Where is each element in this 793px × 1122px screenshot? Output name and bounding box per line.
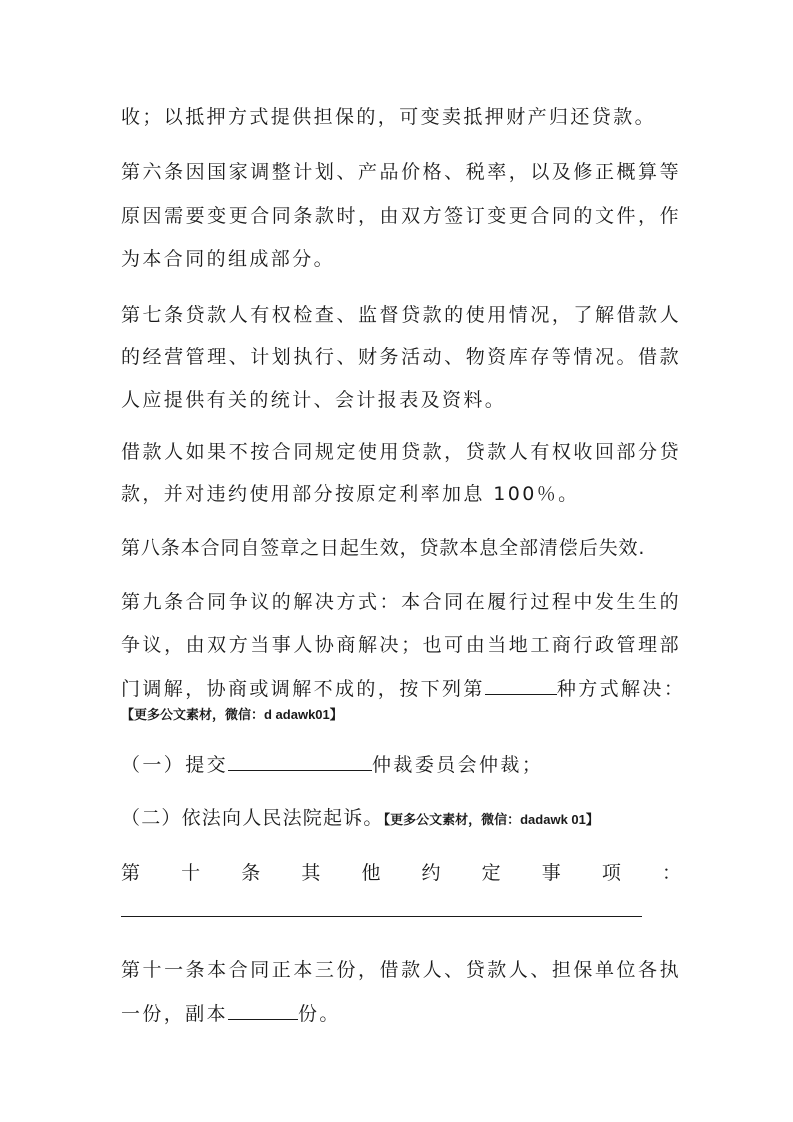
spread-char: 条 (241, 862, 261, 884)
text-line (121, 750, 681, 778)
text-fragment: 一份，副本 (121, 1003, 229, 1025)
spread-char: 约 (421, 862, 441, 884)
text-fragment: （一）提交 (121, 754, 229, 776)
spread-char: 项 (601, 862, 621, 884)
spread-char: ： (661, 862, 681, 884)
text-line: 争议，由双方当事人协商解决；也可由当地工商行政管理部 (121, 634, 681, 656)
spread-char: 定 (481, 862, 501, 884)
text-fragment: 种方式解决： (556, 678, 686, 700)
text-line: 款，并对违约使用部分按原定利率加息 100％。 (121, 483, 580, 505)
text-line (121, 674, 686, 702)
fill-blank (228, 999, 298, 1020)
text-line: 第六条因国家调整计划、产品价格、税率，以及修正概算等 (121, 161, 681, 183)
spread-char: 事 (541, 862, 561, 884)
fill-blank (228, 750, 372, 771)
text-line: 原因需要变更合同条款时，由双方签订变更合同的文件，作 (121, 205, 681, 227)
spread-char: 他 (361, 862, 381, 884)
fill-blank (485, 674, 557, 695)
text-fragment: 门调解，协商或调解不成的，按下列第 (121, 678, 485, 700)
text-line: 收；以抵押方式提供担保的，可变卖抵押财产归还贷款。 (121, 106, 657, 128)
spread-char: 其 (301, 862, 321, 884)
text-line: 人应提供有关的统计、会计报表及资料。 (121, 389, 507, 411)
spread-char: 十 (181, 862, 201, 884)
text-line: 的经营管理、计划执行、财务活动、物资库存等情况。借款 (121, 346, 681, 368)
text-line-spread (121, 860, 681, 886)
text-line: 为本合同的组成部分。 (121, 248, 336, 270)
promo-note: 【更多公文素材，微信：dadawk 01】 (383, 812, 599, 827)
text-line: 第八条本合同自签章之日起生效，贷款本息全部清偿后失效. (121, 537, 646, 559)
text-line: 第七条贷款人有权检查、监督贷款的使用情况，了解借款人 (121, 304, 681, 326)
fill-line (121, 916, 642, 917)
text-fragment: （二）依法向人民法院起诉。 (121, 807, 384, 829)
spread-char: 第 (121, 862, 141, 884)
promo-note: 【更多公文素材，微信：d adawk01】 (121, 707, 343, 722)
text-line: 第十一条本合同正本三份，借款人、贷款人、担保单位各执 (121, 959, 681, 981)
text-line (121, 999, 681, 1027)
text-fragment: 份。 (298, 1003, 341, 1025)
text-line (121, 805, 681, 833)
text-line: 第九条合同争议的解决方式：本合同在履行过程中发生生的 (121, 591, 681, 613)
text-line: 借款人如果不按合同规定使用贷款，贷款人有权收回部分贷 (121, 441, 681, 463)
text-fragment: 仲裁委员会仲裁； (372, 754, 544, 776)
